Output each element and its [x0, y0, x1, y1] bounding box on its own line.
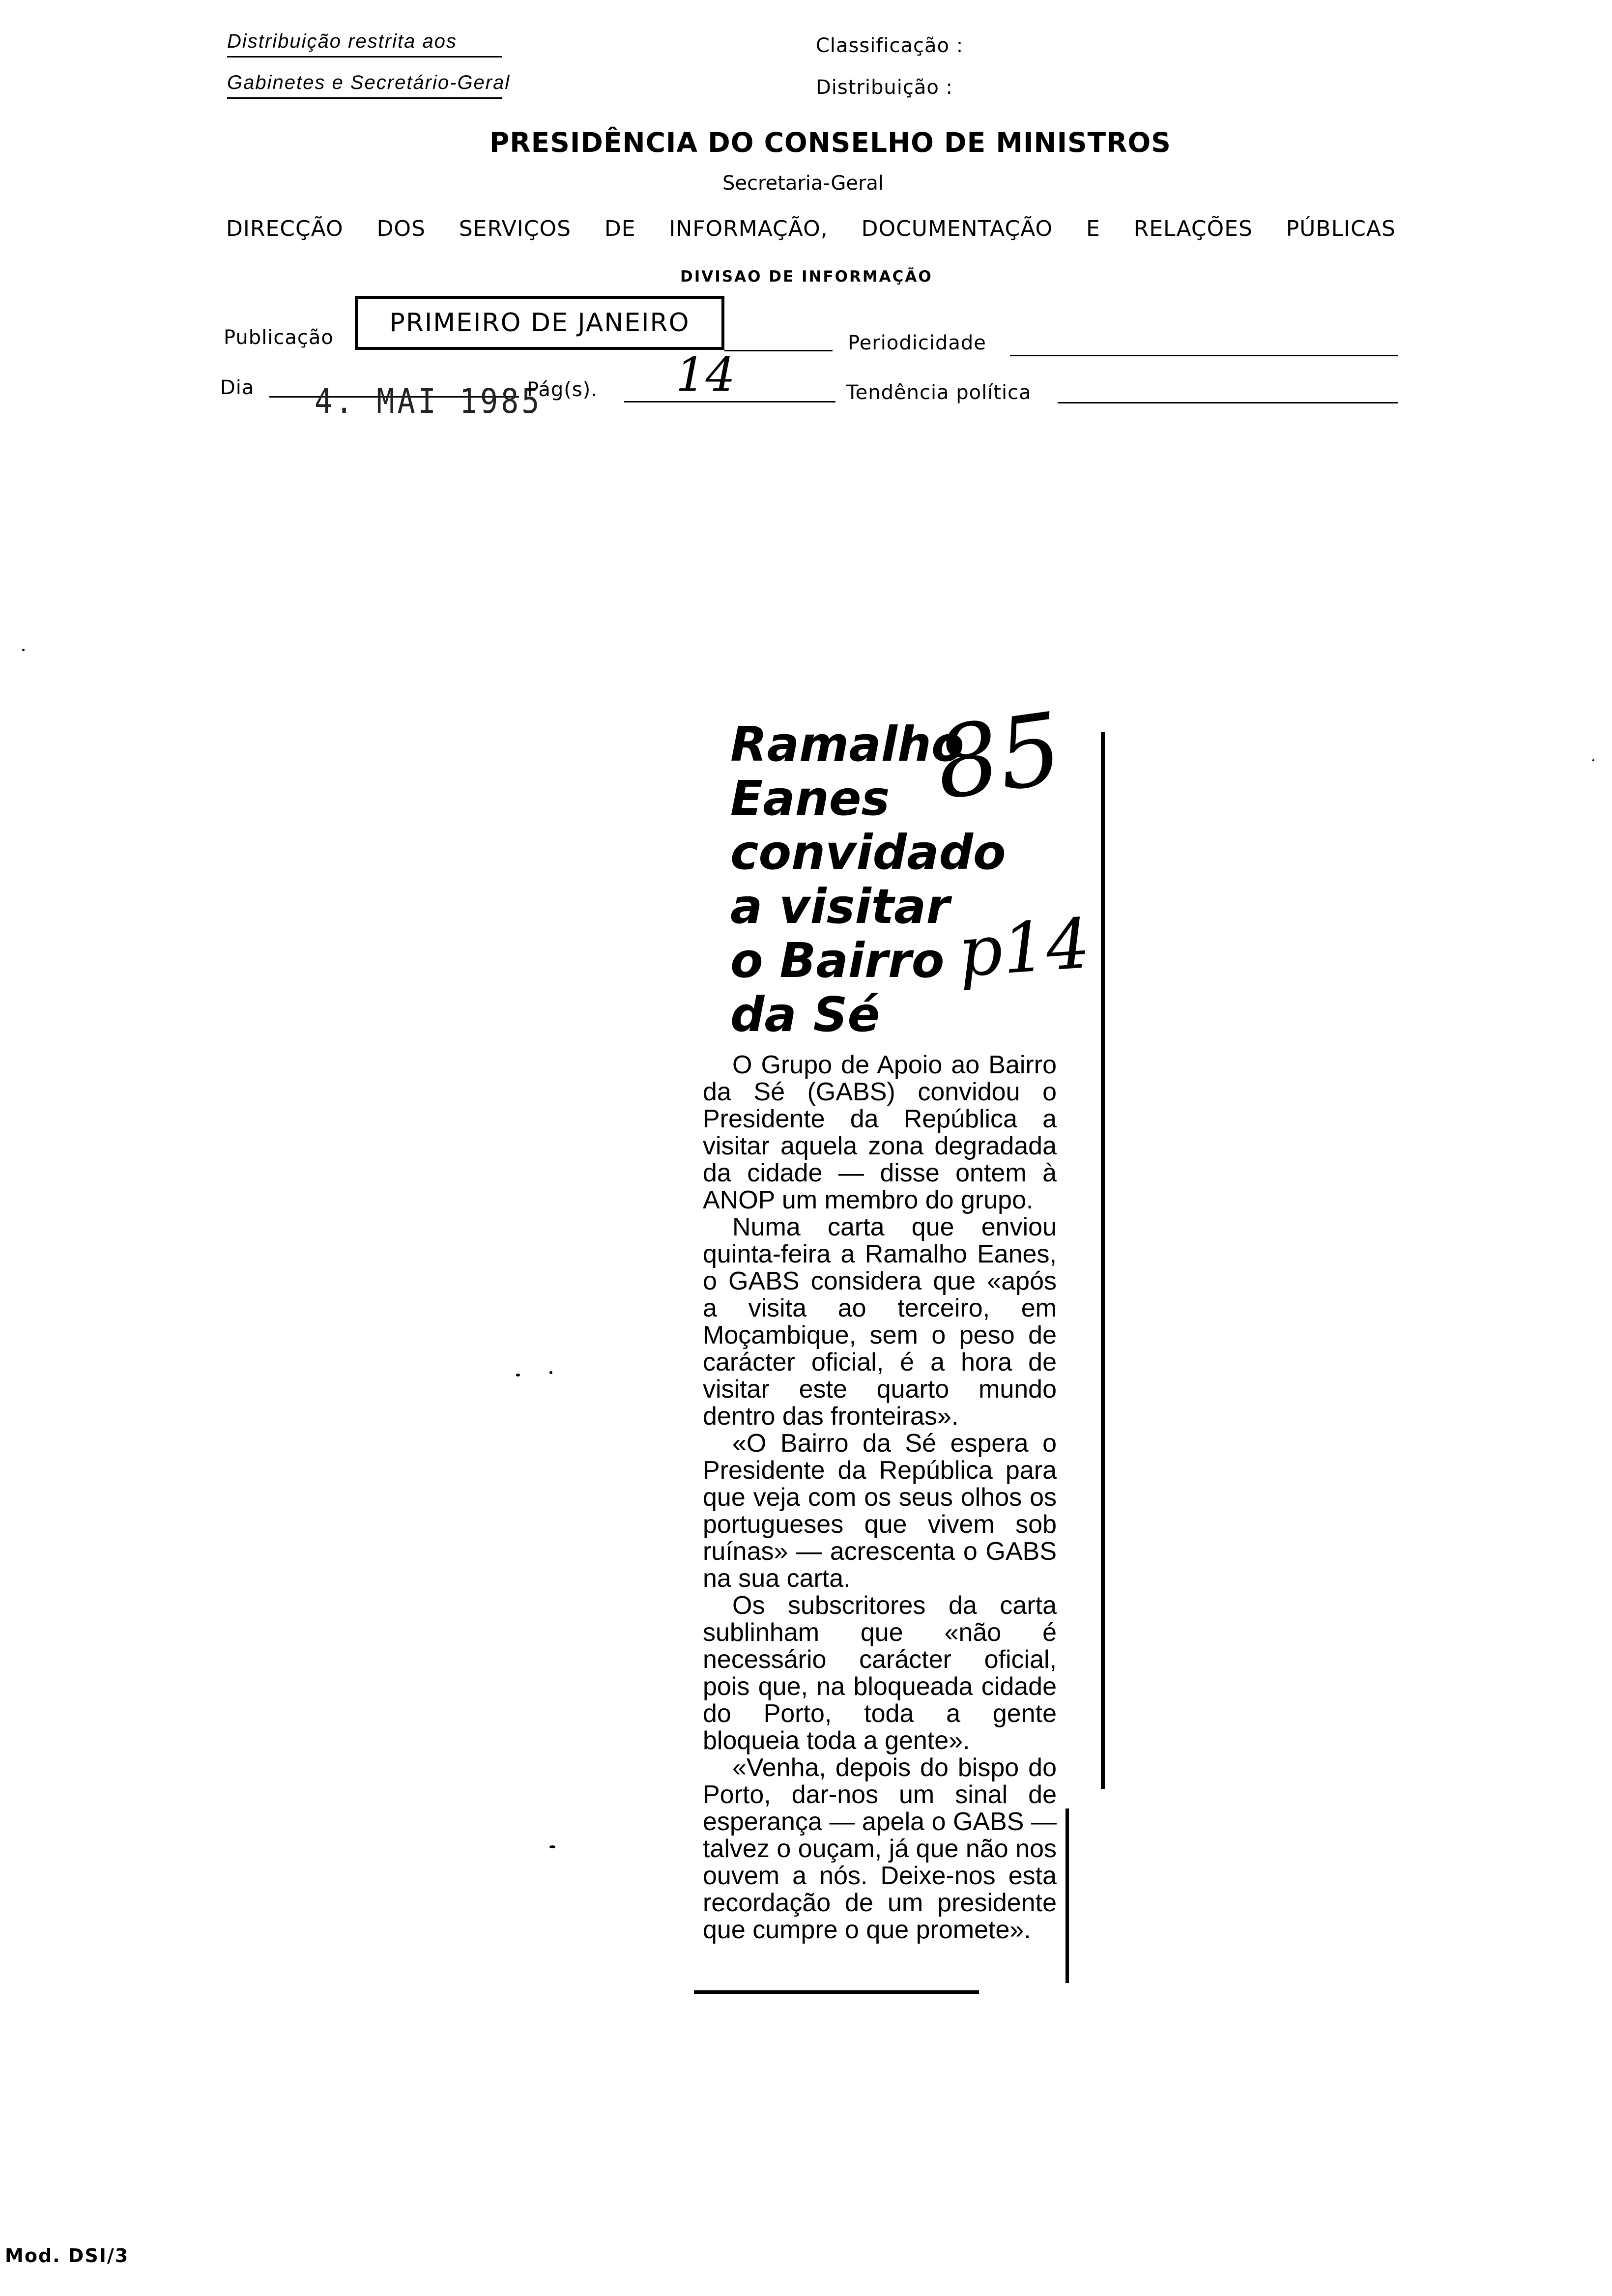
article-paragraph: «Venha, depois do bispo do Porto, dar-nos um sinal de esperança — apela o GABS — talvez o ouçam, já que não nos ouvem a nós. Deixe-nos esta recordação de um presidente que cumpre o que promete». [703, 1753, 1057, 1944]
form-code: Mod. DSI/3 [5, 2245, 129, 2267]
direccao-word: E [1086, 216, 1100, 241]
direccao-word: INFORMAÇÃO, [669, 216, 828, 241]
direccao-word: PÚBLICAS [1286, 216, 1396, 241]
clipping-edge-right-upper [1101, 732, 1105, 1789]
headline-line: da Sé [730, 987, 880, 1042]
direccao-word: DOS [376, 216, 426, 241]
restricted-underline-1 [227, 56, 502, 57]
scan-speck [1592, 759, 1594, 761]
page-title: PRESIDÊNCIA DO CONSELHO DE MINISTROS [489, 127, 1171, 158]
scan-speck [549, 1371, 552, 1374]
publicacao-value-box [355, 296, 724, 350]
scan-speck [549, 1845, 555, 1848]
direccao-word: RELAÇÕES [1133, 216, 1253, 241]
tendencia-rule [1058, 402, 1398, 403]
direccao-word: SERVIÇOS [459, 216, 572, 241]
dia-label: Dia [220, 376, 255, 399]
pags-label: Pág(s). [527, 378, 598, 401]
direccao-line [226, 216, 1396, 241]
dia-stamp: 4. MAI 1985 [315, 381, 543, 422]
tendencia-label: Tendência política [846, 381, 1032, 404]
headline-line: Eanes [730, 771, 890, 826]
scan-speck [516, 1374, 520, 1377]
direccao-word: DOCUMENTAÇÃO [861, 216, 1053, 241]
headline-line: Ramalho [730, 717, 964, 772]
restricted-distribution-line1: Distribuição restrita aos [227, 30, 457, 52]
direccao-word: DE [604, 216, 636, 241]
headline-line: convidado [730, 825, 1006, 880]
handwritten-page-ref: p14 [955, 903, 1093, 993]
publicacao-label: Publicação [224, 326, 334, 349]
publicacao-rule [724, 350, 833, 351]
page-subtitle: Secretaria-Geral [722, 172, 884, 195]
pags-handwritten: 14 [676, 348, 735, 402]
publicacao-value: PRIMEIRO DE JANEIRO [389, 308, 690, 338]
article-paragraph: «O Bairro da Sé espera o Presidente da República para que veja com os seus olhos os portugueses que vivem sob ruínas» — acrescenta o GABS na sua carta. [703, 1429, 1057, 1593]
article-paragraph: Numa carta que enviou quinta-feira a Ramalho Eanes, o GABS considera que «após a visita ao terceiro, em Moçambique, sem o peso de carácter oficial, é a hora de visitar este quarto mundo dentro das fronteiras». [703, 1213, 1057, 1431]
article-paragraph: O Grupo de Apoio ao Bairro da Sé (GABS) convidou o Presidente da República a visitar aquela zona degradada da cidade — disse ontem à ANOP um membro do grupo. [703, 1051, 1057, 1214]
restricted-underline-2 [227, 97, 502, 99]
headline-line: a visitar [730, 879, 950, 934]
headline-line: o Bairro [730, 933, 945, 988]
article-paragraph: Os subscritores da carta sublinham que «não é necessário carácter oficial, pois que, na bloqueada cidade do Porto, toda a gente bloqueia toda a gente». [703, 1591, 1057, 1755]
divisao-label: DIVISAO DE INFORMAÇÃO [680, 268, 933, 286]
periodicidade-label: Periodicidade [848, 332, 986, 354]
clipping-bottom-rule [694, 1990, 979, 1994]
classificacao-label: Classificação : [816, 34, 964, 57]
restricted-distribution-line2: Gabinetes e Secretário-Geral [227, 72, 511, 93]
periodicidade-rule [1010, 355, 1398, 356]
article-body [703, 1052, 1057, 1944]
handwritten-number-85: 85 [928, 691, 1069, 822]
distribuicao-label: Distribuição : [816, 76, 953, 99]
direccao-word: DIRECÇÃO [226, 216, 344, 241]
scan-speck [22, 649, 25, 651]
clipping-edge-right-lower [1065, 1808, 1069, 1983]
